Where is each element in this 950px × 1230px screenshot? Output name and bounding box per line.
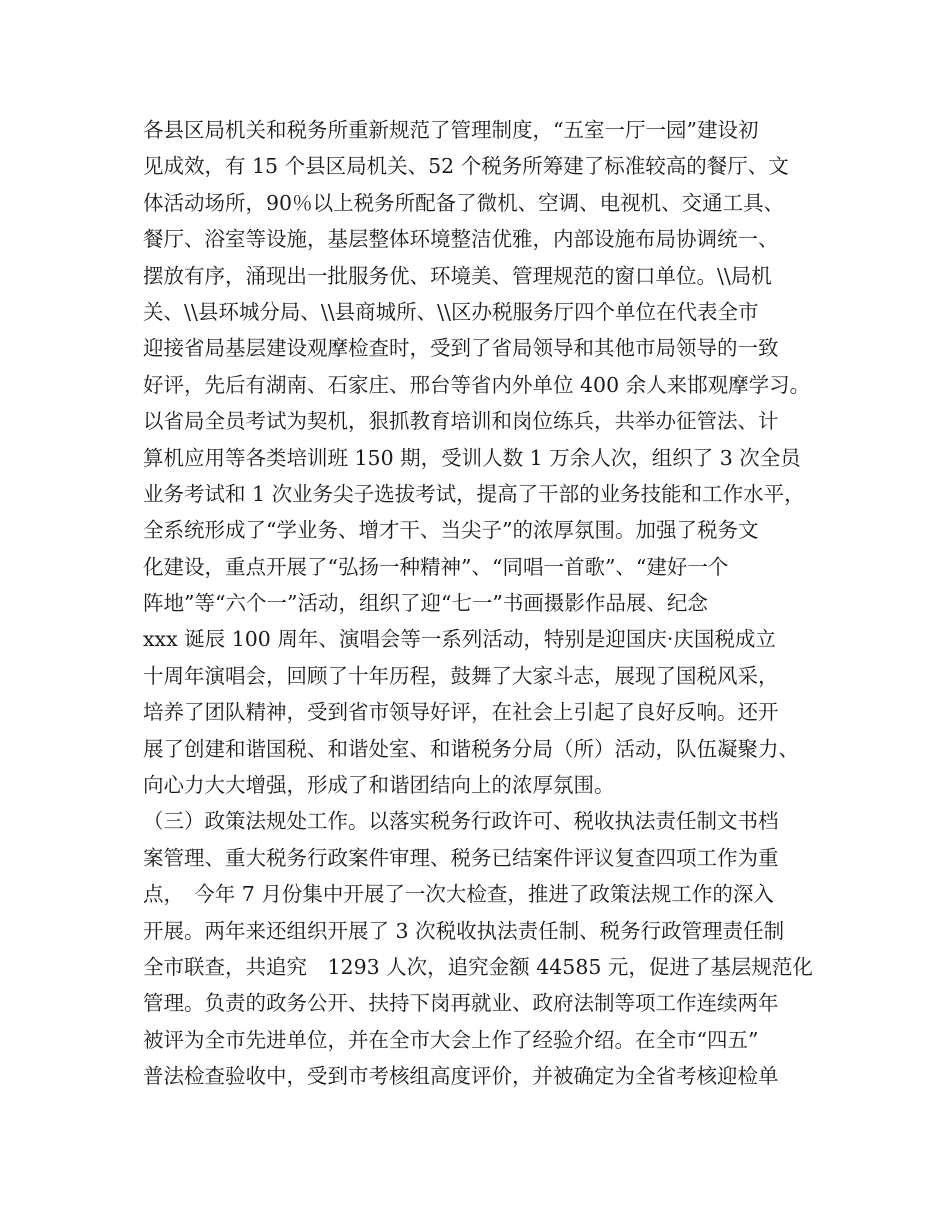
text-line: xxx 诞辰 100 周年、演唱会等一系列活动，特别是迎国庆·庆国税成立 <box>143 627 776 652</box>
text-line: 案管理、重大税务行政案件审理、税务已结案件评议复查四项工作为重 <box>143 845 779 870</box>
text-line: 化建设，重点开展了“弘扬一种精神”、“同唱一首歌”、“建好一个 <box>143 554 729 579</box>
text-line: 见成效，有 15 个县区局机关、52 个税务所筹建了标准较高的餐厅、文 <box>143 154 789 179</box>
text-line: 体活动场所，90％以上税务所配备了微机、空调、电视机、交通工具、 <box>143 190 785 215</box>
text-line: 各县区局机关和税务所重新规范了管理制度，“五室一厅一园”建设初 <box>143 118 759 142</box>
text-line: 开展。两年来还组织开展了 3 次税收执法责任制、税务行政管理责任制 <box>143 918 785 943</box>
text-line: 算机应用等各类培训班 150 期，受训人数 1 万余人次，组织了 3 次全员 <box>143 445 801 470</box>
text-line: 餐厅、浴室等设施，基层整体环境整洁优雅，内部设施布局协调统一、 <box>143 227 779 252</box>
section-heading-line: （三）政策法规处工作。以落实税务行政许可、税收执法责任制文书档 <box>143 809 779 834</box>
text-line: 全系统形成了“学业务、增才干、当尖子”的浓厚氛围。加强了税务文 <box>143 518 759 543</box>
text-line: 好评，先后有湖南、石家庄、邢台等省内外单位 400 余人来邯观摩学习。 <box>143 372 811 397</box>
text-line: 业务考试和 1 次业务尖子选拔考试，提高了干部的业务技能和工作水平， <box>143 481 805 506</box>
text-line: 向心力大大增强，形成了和谐团结向上的浓厚氛围。 <box>143 773 615 798</box>
text-line: 培养了团队精神，受到省市领导好评，在社会上引起了良好反响。还开 <box>143 700 779 725</box>
text-line: 迎接省局基层建设观摩检查时，受到了省局领导和其他市局领导的一致 <box>143 336 779 361</box>
text-line: 全市联查，共追究 1293 人次，追究金额 44585 元，促进了基层规范化 <box>143 954 813 979</box>
text-line: 阵地”等“六个一”活动，组织了迎“七一”书画摄影作品展、纪念 <box>143 591 708 616</box>
text-line: 以省局全员考试为契机，狠抓教育培训和岗位练兵，共举办征管法、计 <box>143 409 779 434</box>
text-line: 管理。负责的政务公开、扶持下岗再就业、政府法制等项工作连续两年 <box>143 991 779 1016</box>
text-line: 关、\\县环城分局、\\县商城所、\\区办税服务厅四个单位在代表全市 <box>143 299 759 324</box>
text-line: 点， 今年 7 月份集中开展了一次大检查，推进了政策法规工作的深入 <box>143 882 774 907</box>
text-line: 摆放有序，涌现出一批服务优、环境美、管理规范的窗口单位。\\局机 <box>143 263 772 288</box>
text-line: 普法检查验收中，受到市考核组高度评价，并被确定为全省考核迎检单 <box>143 1064 779 1089</box>
body-text <box>143 112 833 1095</box>
text-line: 被评为全市先进单位，并在全市大会上作了经验介绍。在全市“四五” <box>143 1027 759 1052</box>
text-line: 展了创建和谐国税、和谐处室、和谐税务分局（所）活动，队伍凝聚力、 <box>143 736 799 761</box>
text-line: 十周年演唱会，回顾了十年历程，鼓舞了大家斗志，展现了国税风采， <box>143 663 779 688</box>
